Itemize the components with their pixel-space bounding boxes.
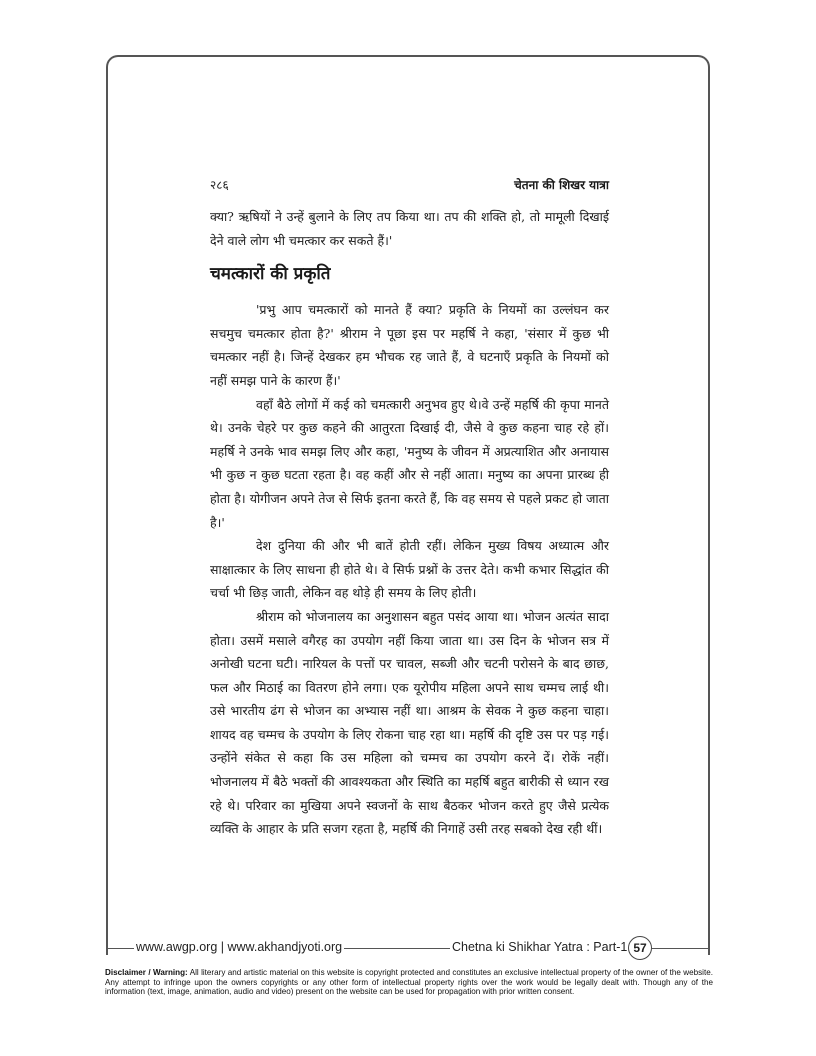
running-header xyxy=(210,176,609,196)
footer-series-title: Chetna ki Shikhar Yatra : Part-1 xyxy=(452,940,628,954)
footer-rule-right xyxy=(652,948,710,949)
footer-websites-link[interactable]: www.awgp.org | www.akhandjyoti.org xyxy=(136,940,343,954)
disclaimer xyxy=(105,968,713,997)
footer-page-number: 57 xyxy=(628,936,652,960)
body-paragraph: वहाँ बैठे लोगों में कई को चमत्कारी अनुभव हुए थे।वे उन्हें महर्षि की कृपा मानते थे। उनके चेहरे पर कुछ कहने की आतुरता दिखाई दी, जैसे वे कुछ कहना चाह रहे हों। महर्षि ने उनके भाव समझ लिए और कहा, 'मनुष्य के जीवन में अप्रत्याशित और अनायास भी कुछ न कुछ घटता रहता है। वह कहीं और से नहीं आता। मनुष्य का अपना प्रारब्ध ही होता है। योगीजन अपने तेज से सिर्फ इतना करते हैं, कि वह समय से पहले प्रकट हो जाता है।' xyxy=(210,396,609,530)
opening-paragraph: क्या? ऋषियों ने उन्हें बुलाने के लिए तप किया था। तप की शक्ति हो, तो मामूली दिखाई देने वाले लोग भी चमत्कार कर सकते हैं।' xyxy=(210,209,609,248)
header-page-number: २८६ xyxy=(210,178,229,192)
body-paragraph: 'प्रभु आप चमत्कारों को मानते हैं क्या? प्रकृति के नियमों का उल्लंघन कर सचमुच चमत्कार होता है?' श्रीराम ने पूछा इस पर महर्षि ने कहा, 'संसार में कुछ भी चमत्कार नहीं है। जिन्हें देखकर हम भौचक रह जाते हैं, वे घटनाएँ प्रकृति के नियमों को नहीं समझ पाने के कारण हैं।' xyxy=(210,302,609,388)
disclaimer-label: Disclaimer / Warning: xyxy=(105,968,188,977)
body-paragraph: श्रीराम को भोजनालय का अनुशासन बहुत पसंद आया था। भोजन अत्यंत सादा होता। उसमें मसाले वगैरह का उपयोग नहीं किया जाता था। उस दिन के भोजन सत्र में अनोखी घटना घटी। नारियल के पत्तों पर चावल, सब्जी और चटनी परोसने के बाद छाछ, फल और मिठाई का वितरण होने लगा। एक यूरोपीय महिला अपने साथ चम्मच लाई थी। उसे भारतीय ढंग से भोजन का अभ्यास नहीं था। आश्रम के सेवक ने कुछ कहना चाहा। शायद वह चम्मच के उपयोग के लिए रोकना चाह रहा था। महर्षि की दृष्टि उस पर पड़ गई। उन्होंने संकेत से कहा कि उस महिला को चम्मच का उपयोग करने दें। रोकें नहीं। भोजनालय में बैठे भक्तों की आवश्यकता और स्थिति का महर्षि बहुत बारीकी से ध्यान रख रहे थे। परिवार का मुखिया अपने स्वजनों के साथ बैठकर भोजन करते हुए जैसे प्रत्येक व्यक्ति के आहार के प्रति सजग रहता है, महर्षि की निगाहें उसी तरह सबको देख रही थीं। xyxy=(210,608,609,837)
disclaimer-text: All literary and artistic material on this website is copyright protected and constitutes an exclusive intellectual property of the owner of the website. Any attempt to infringe upon the owners copyrights or any other form of intellectual property rights over the work would be legally dealt with. Though any of the information (text, image, animation, audio and video) present on the website can be used for propagation with prior written consent. xyxy=(105,968,713,996)
section-heading: चमत्कारों की प्रकृति xyxy=(210,264,331,285)
body-paragraph: देश दुनिया की और भी बातें होती रहीं। लेकिन मुख्य विषय अध्यात्म और साक्षात्कार के लिए साधना ही होते थे। वे सिर्फ प्रश्नों के उत्तर देते। कभी कभार सिद्धांत की चर्चा भी छिड़ जाती, लेकिन वह थोड़े ही समय के लिए होती। xyxy=(210,538,609,601)
page-footer xyxy=(106,938,710,960)
header-book-title: चेतना की शिखर यात्रा xyxy=(514,178,609,192)
page-body xyxy=(210,205,609,841)
